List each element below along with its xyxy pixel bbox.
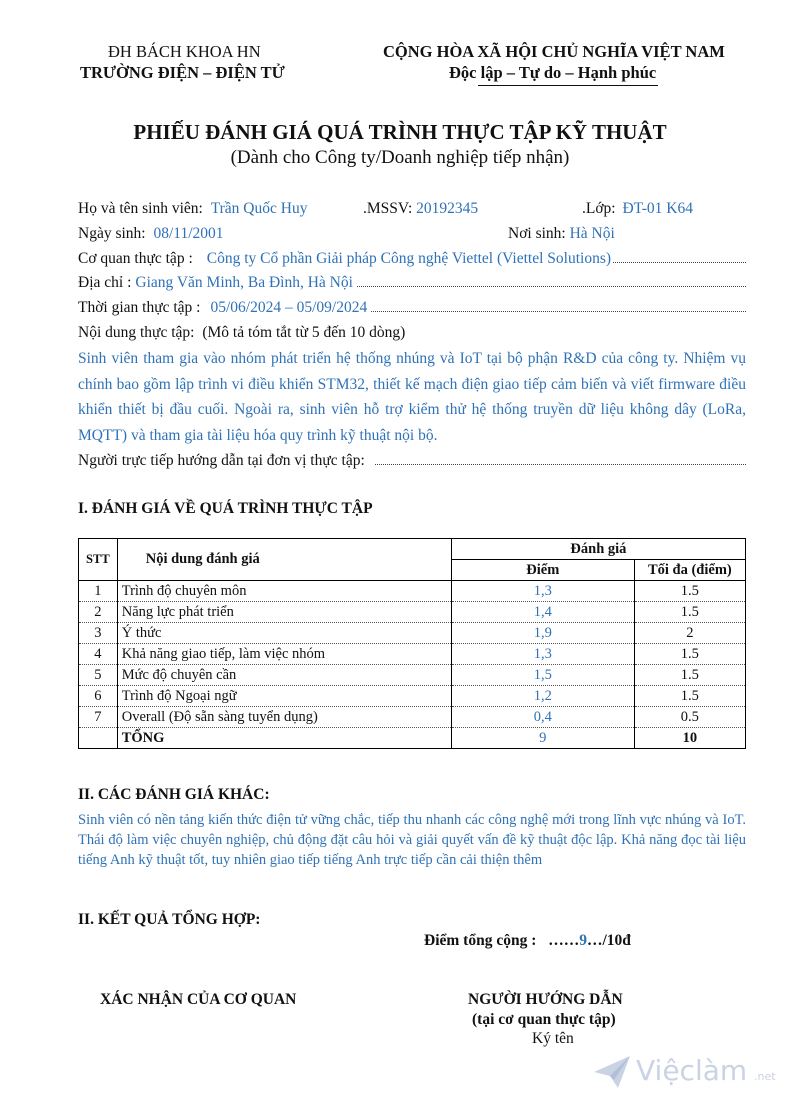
row-score: 1,3 xyxy=(451,644,634,665)
row-score: 1,2 xyxy=(451,686,634,707)
row-stt: 6 xyxy=(79,686,118,707)
paper-plane-icon xyxy=(592,1054,632,1090)
col-header-content: Nội dung đánh giá xyxy=(117,539,451,581)
table-row xyxy=(79,686,746,707)
row-score: 0,4 xyxy=(451,707,634,728)
period-dotted-line xyxy=(371,310,746,312)
student-id-label: .MSSV: xyxy=(363,200,413,217)
row-stt: 7 xyxy=(79,707,118,728)
total-score-dots-before: …… xyxy=(548,932,580,949)
university-name: ĐH BÁCH KHOA HN xyxy=(108,42,261,61)
section-2-title: II. CÁC ĐÁNH GIÁ KHÁC: xyxy=(78,786,270,803)
address-dotted-line xyxy=(357,285,746,287)
signature-label: Ký tên xyxy=(532,1030,574,1047)
student-name-row xyxy=(78,200,307,218)
row-max: 0.5 xyxy=(634,707,745,728)
col-header-max: Tối đa (điểm) xyxy=(634,560,745,581)
total-score: 9 xyxy=(451,728,634,749)
total-max: 10 xyxy=(634,728,745,749)
content-label: Nội dung thực tập: xyxy=(78,324,195,341)
table-row xyxy=(79,602,746,623)
dob-row xyxy=(78,225,224,243)
table-row xyxy=(79,644,746,665)
supervisor-subtitle: (tại cơ quan thực tập) xyxy=(472,1011,616,1028)
table-row xyxy=(79,707,746,728)
pob-value: Hà Nội xyxy=(569,225,615,242)
total-label: TỔNG xyxy=(117,728,451,749)
class-row xyxy=(582,200,693,218)
mentor-dotted-line xyxy=(375,463,746,465)
mentor-label: Người trực tiếp hướng dẫn tại đơn vị thực tập: xyxy=(78,452,365,469)
total-score-label: Điểm tổng cộng : xyxy=(424,932,537,949)
row-max: 1.5 xyxy=(634,602,745,623)
country-name: CỘNG HÒA XÃ HỘI CHỦ NGHĨA VIỆT NAM xyxy=(383,42,725,61)
row-criterion: Trình độ chuyên môn xyxy=(117,581,451,602)
row-stt: 5 xyxy=(79,665,118,686)
content-row xyxy=(78,324,405,342)
evaluation-table xyxy=(78,538,746,749)
dob-label: Ngày sinh: xyxy=(78,225,146,242)
student-id-row xyxy=(363,200,478,218)
table-row xyxy=(79,623,746,644)
internship-description: Sinh viên tham gia vào nhóm phát triển hệ thống nhúng và IoT tại bộ phận R&D của công ty. Nhiệm vụ chính bao gồm lập trình vi điều khiển STM32, thiết kế mạch điện giao tiếp cảm biến và viết firmware điều khiển thiết bị đầu cuối. Ngoài ra, sinh viên hỗ trợ kiểm thử hệ thống truyền dữ liệu không dây (LoRa, MQTT) và tham gia tài liệu hóa quy trình kỹ thuật nội bộ. xyxy=(78,350,746,444)
col-header-group: Đánh giá xyxy=(451,539,745,560)
address-value: Giang Văn Minh, Ba Đình, Hà Nội xyxy=(135,274,353,291)
organization-confirmation: XÁC NHẬN CỦA CƠ QUAN xyxy=(100,991,297,1008)
row-score: 1,3 xyxy=(451,581,634,602)
row-stt: 1 xyxy=(79,581,118,602)
motto: Độc lập – Tự do – Hạnh phúc xyxy=(449,63,657,82)
mentor-row xyxy=(78,452,746,470)
total-score-row xyxy=(424,932,631,950)
class-value: ĐT-01 K64 xyxy=(622,200,693,217)
row-stt: 2 xyxy=(79,602,118,623)
row-criterion: Năng lực phát triển xyxy=(117,602,451,623)
row-stt: 3 xyxy=(79,623,118,644)
row-criterion: Overall (Độ sẵn sàng tuyển dụng) xyxy=(117,707,451,728)
row-stt: 4 xyxy=(79,644,118,665)
period-label: Thời gian thực tập : xyxy=(78,299,201,316)
row-criterion: Khả năng giao tiếp, làm việc nhóm xyxy=(117,644,451,665)
row-max: 1.5 xyxy=(634,581,745,602)
other-assessment-text: Sinh viên có nền tảng kiến thức điện tử vững chắc, tiếp thu nhanh các công nghệ mới trong lĩnh vực nhúng và IoT. Thái độ làm việc chuyên nghiệp, chủ động đặt câu hỏi và giải quyết vấn đề kỹ thuật độc lập. Khả năng đọc tài liệu tiếng Anh kỹ thuật tốt, tuy nhiên giao tiếp tiếng Anh trực tiếp cần cải thiện thêm xyxy=(78,812,746,868)
row-criterion: Ý thức xyxy=(117,623,451,644)
org-dotted-line xyxy=(613,261,746,263)
row-max: 1.5 xyxy=(634,686,745,707)
dob-value: 08/11/2001 xyxy=(153,225,224,242)
faculty-name: TRƯỜNG ĐIỆN – ĐIỆN TỬ xyxy=(80,63,285,82)
row-criterion: Trình độ Ngoại ngữ xyxy=(117,686,451,707)
student-name-label: Họ và tên sinh viên: xyxy=(78,200,203,217)
period-value: 05/06/2024 – 05/09/2024 xyxy=(210,299,368,316)
class-label: .Lớp: xyxy=(582,200,616,217)
address-row xyxy=(78,274,746,292)
table-total-row xyxy=(79,728,746,749)
row-criterion: Mức độ chuyên cần xyxy=(117,665,451,686)
motto-underline xyxy=(478,85,658,86)
total-stt-cell xyxy=(79,728,118,749)
pob-label: Nơi sinh: xyxy=(508,225,566,242)
watermark-logo xyxy=(592,1052,792,1092)
org-value: Công ty Cổ phần Giải pháp Công nghệ Viettel (Viettel Solutions) xyxy=(206,250,612,267)
content-hint: (Mô tả tóm tắt từ 5 đến 10 dòng) xyxy=(202,324,406,341)
section-1-title: I. ĐÁNH GIÁ VỀ QUÁ TRÌNH THỰC TẬP xyxy=(78,500,373,517)
watermark-brand: Việclàm xyxy=(636,1054,748,1087)
watermark-suffix: .net xyxy=(754,1070,776,1083)
form-subtitle: (Dành cho Công ty/Doanh nghiệp tiếp nhận) xyxy=(230,147,570,168)
student-id-value: 20192345 xyxy=(416,200,479,217)
org-label: Cơ quan thực tập : xyxy=(78,250,193,267)
row-score: 1,5 xyxy=(451,665,634,686)
form-title: PHIẾU ĐÁNH GIÁ QUÁ TRÌNH THỰC TẬP KỸ THUẬT xyxy=(133,120,667,144)
total-score-dots-after: …/10đ xyxy=(587,932,631,949)
row-score: 1,9 xyxy=(451,623,634,644)
section-3-title: II. KẾT QUẢ TỔNG HỢP: xyxy=(78,911,261,928)
col-header-score: Điểm xyxy=(451,560,634,581)
row-max: 1.5 xyxy=(634,644,745,665)
row-max: 1.5 xyxy=(634,665,745,686)
supervisor-title: NGƯỜI HƯỚNG DẪN xyxy=(468,991,623,1008)
row-max: 2 xyxy=(634,623,745,644)
table-row xyxy=(79,665,746,686)
table-row xyxy=(79,581,746,602)
row-score: 1,4 xyxy=(451,602,634,623)
address-label: Địa chỉ : xyxy=(78,274,132,291)
pob-row xyxy=(508,225,615,243)
total-score-value: 9 xyxy=(579,932,587,949)
period-row xyxy=(78,299,746,317)
org-row xyxy=(78,250,746,268)
student-name-value: Trần Quốc Huy xyxy=(210,200,308,217)
col-header-stt: STT xyxy=(79,539,118,581)
